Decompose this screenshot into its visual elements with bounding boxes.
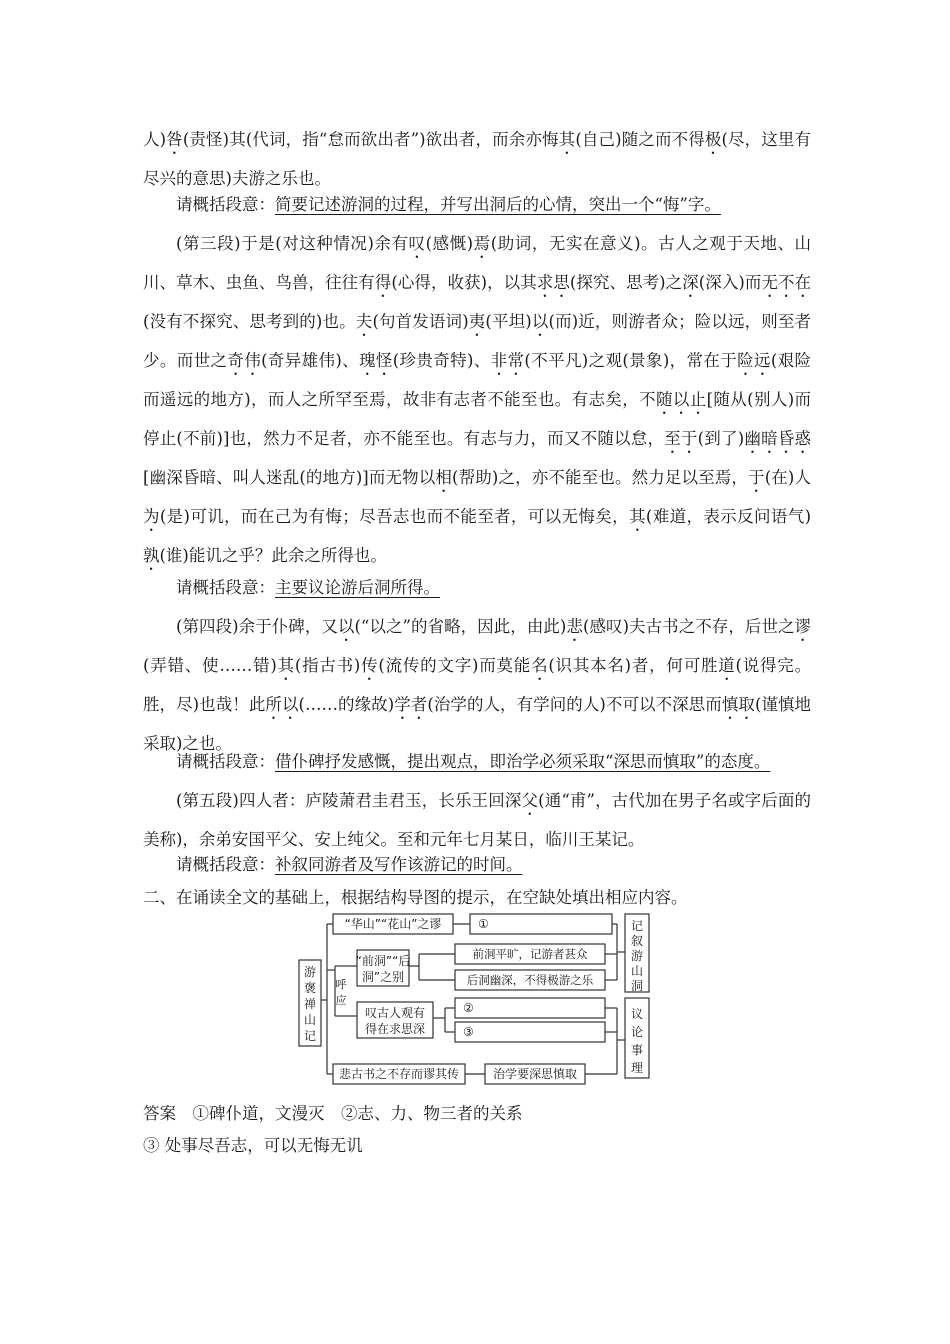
text-run: (自己)随之而不得 xyxy=(575,130,705,149)
summary-answer: 简要记述游洞的过程，并写出洞后的心情，突出一个“悔”字。 xyxy=(275,195,721,214)
text-run: (谁)能讥之乎？此余之所得也。 xyxy=(159,546,387,565)
text-run: (深入)而 xyxy=(698,273,762,292)
glossed-word: 学者 xyxy=(394,695,428,714)
text-run: (平坦) xyxy=(485,312,532,331)
text-run: (谨慎地采取)之也。 xyxy=(143,695,812,753)
glossed-word: 悲 xyxy=(566,617,583,636)
glossed-word: 咎 xyxy=(166,130,183,149)
text-run: (尽，这里有尽兴的意思)夫游之乐也。 xyxy=(143,130,812,188)
summary-label: 请概括段意： xyxy=(176,195,275,214)
text-run: (探究、思考)之 xyxy=(569,273,683,292)
glossed-word: 名 xyxy=(531,656,549,675)
structure-diagram xyxy=(295,910,660,1090)
glossed-word: 瑰怪 xyxy=(359,351,393,370)
text-run: (在)人 xyxy=(764,468,812,487)
text-run: (奇异雄伟)、 xyxy=(261,351,359,370)
summary-answer: 借仆碑抒发感慨，提出观点，即治学必须采取“深思而慎取”的态度。 xyxy=(275,752,771,771)
text-run: (感慨) xyxy=(425,234,474,253)
text-run: (说得完。胜，尽)也哉！此 xyxy=(143,656,812,714)
box-gurenguan-line1: 叹古人观有 xyxy=(364,1006,426,1020)
text-run: (没有不探究、思考到的)也。 xyxy=(143,312,356,331)
glossed-word: 于 xyxy=(748,468,765,487)
summary-4 xyxy=(176,742,770,781)
box-houdong: 后洞幽深，不得极游之乐 xyxy=(466,973,594,987)
glossed-word: 孰 xyxy=(143,546,160,565)
summary-3 xyxy=(176,568,440,607)
text-run: (流传的文字)而莫能 xyxy=(378,656,532,675)
glossed-word: 为 xyxy=(143,507,160,526)
text-run: (而)近，则游者众；险以远，则至者少。而世之 xyxy=(143,312,812,370)
question-2: 二、在诵读全文的基础上，根据结构导图的提示，在空缺处填出相应内容。 xyxy=(143,888,688,907)
text-run: (第三段)于是(对这种情况)余有 xyxy=(176,234,409,253)
blank-1: ① xyxy=(478,917,489,931)
glossed-word: 极 xyxy=(704,130,722,149)
hu-ying-char: 应 xyxy=(335,994,347,1007)
glossed-word: 奇伟 xyxy=(227,351,262,370)
diagram-title-char: 褒 xyxy=(303,981,317,995)
summary-label: 请概括段意： xyxy=(176,578,275,597)
glossed-word: 幽暗昏惑 xyxy=(744,429,812,448)
box-zhixue: 治学要深思慎取 xyxy=(492,1067,578,1081)
text-run: (心得，收获)，以其 xyxy=(391,273,537,292)
hu-ying-char: 呼 xyxy=(335,978,347,991)
text-run: 人) xyxy=(143,130,167,149)
glossed-word: 险远 xyxy=(737,351,771,370)
blank-2: ② xyxy=(463,1001,474,1015)
text-run: (难道，表示反问语气) xyxy=(645,507,812,526)
answer-line-1 xyxy=(143,1100,523,1128)
diagram-title-char: 记 xyxy=(303,1029,317,1043)
text-run: (是)可讥，而在己为有悔；尽吾志也而不能至者，可以无悔矣， xyxy=(159,507,630,526)
text-run: (“以之”的省略，因此，由此) xyxy=(354,617,567,636)
box-gurenguan-line2: 得在求思深 xyxy=(364,1022,426,1036)
right1-char: 叙 xyxy=(630,934,644,948)
glossed-word: 非常 xyxy=(490,351,525,370)
right2-char: 论 xyxy=(630,1025,644,1039)
right1-char: 记 xyxy=(630,919,644,933)
right1-char: 游 xyxy=(630,949,644,963)
glossed-word: 夷 xyxy=(468,312,486,331)
text-run: (帮助)之，亦不能至也。然力足以至焉， xyxy=(452,468,749,487)
glossed-word: 焉 xyxy=(473,234,491,253)
text-run: (到了) xyxy=(697,429,745,448)
glossed-word: 其 xyxy=(558,130,576,149)
diagram-title-char: 禅 xyxy=(303,997,317,1011)
right2-char: 议 xyxy=(630,1007,644,1021)
text-run: (……的缘故) xyxy=(298,695,395,714)
box-beigushu: 悲古书之不存而谬其传 xyxy=(338,1067,460,1081)
diagram-title-char: 山 xyxy=(303,1013,317,1027)
text-run: (句首发语词) xyxy=(372,312,469,331)
text-run: (助词，无实在意义)。古人之观于天地、山川、草木、虫鱼、鸟兽，往往有 xyxy=(143,234,812,292)
right1-char: 山 xyxy=(630,964,644,978)
glossed-word: 无不在 xyxy=(761,273,812,292)
paragraph-3 xyxy=(143,224,811,575)
glossed-word: 相 xyxy=(435,468,453,487)
blank-3: ③ xyxy=(463,1025,474,1039)
diagram-title-char: 游 xyxy=(303,965,317,979)
summary-answer: 补叙同游者及写作该游记的时间。 xyxy=(275,855,523,874)
text-run: (珍贵奇特)、 xyxy=(392,351,491,370)
answer-label: 答案 xyxy=(143,1104,176,1123)
text-run: (第五段)四人者：庐陵萧君圭君玉，长乐王回深 xyxy=(176,791,522,810)
glossed-word: 谬 xyxy=(794,617,812,636)
box-qiandong: 前洞平旷，记游者甚众 xyxy=(472,947,588,961)
right1-char: 洞 xyxy=(630,979,644,993)
glossed-word: 所以 xyxy=(265,695,299,714)
summary-5 xyxy=(176,845,523,884)
text-run: (指古书) xyxy=(294,656,361,675)
summary-label: 请概括段意： xyxy=(176,752,275,771)
glossed-word: 道 xyxy=(718,656,736,675)
text-run: (通“甫”，古代加在男子名或字后面的美称)，余弟安国平父、安上纯父。至和元年七月某日，临川王某记。 xyxy=(143,791,812,849)
answer-line-2: ③ 处事尽吾志，可以无悔无讥 xyxy=(143,1136,363,1155)
glossed-word: 夫 xyxy=(355,312,373,331)
box-huashan: “华山”“花山”之谬 xyxy=(344,917,442,931)
glossed-word: 至于 xyxy=(664,429,698,448)
summary-2 xyxy=(176,185,721,224)
answer-text-1: ①碑仆道，文漫灭 ②志、力、物三者的关系 xyxy=(192,1104,523,1123)
text-run: (感叹)夫古书之不存，后世之 xyxy=(582,617,795,636)
text-run: [幽深昏暗、叫人迷乱(的地方)]而无物以 xyxy=(143,468,436,487)
glossed-word: 随以止 xyxy=(655,390,707,409)
text-run: (弄错、使……错) xyxy=(143,656,277,675)
glossed-word: 深 xyxy=(682,273,699,292)
text-run: [随从(别人)而停止(不前)]也，然力不足者，亦不能至也。有志与力，而又不随以怠， xyxy=(143,390,812,448)
right2-char: 理 xyxy=(630,1061,644,1075)
box-qianhou-line1: “前洞”“后 xyxy=(355,954,411,968)
glossed-word: 得 xyxy=(374,273,392,292)
glossed-word: 叹 xyxy=(408,234,426,253)
summary-answer: 主要议论游后洞所得。 xyxy=(275,578,440,597)
box-qianhou-line2: 洞”之别 xyxy=(361,970,405,984)
glossed-word: 父 xyxy=(521,791,539,810)
glossed-word: 其 xyxy=(276,656,295,675)
glossed-word: 以 xyxy=(531,312,549,331)
glossed-word: 慎取 xyxy=(721,695,755,714)
text-run: (第四段)余于仆碑，又 xyxy=(176,617,338,636)
glossed-word: 传 xyxy=(360,656,379,675)
glossed-word: 求思 xyxy=(536,273,570,292)
text-run: (责怪)其(代词，指“怠而欲出者”)欲出者，而余亦悔 xyxy=(182,130,559,149)
summary-label: 请概括段意： xyxy=(176,855,275,874)
glossed-word: 以 xyxy=(337,617,355,636)
right2-char: 事 xyxy=(630,1043,644,1057)
text-run: (治学的人，有学问的人)不可以不深思而 xyxy=(427,695,722,714)
paragraph-4 xyxy=(143,607,811,763)
text-run: (艰险而遥远的地方)，而人之所罕至焉，故非有志者不能至也。有志矣，不 xyxy=(143,351,812,409)
glossed-word: 其 xyxy=(629,507,646,526)
text-run: (识其本名)者，何可胜 xyxy=(548,656,719,675)
text-run: (不平凡)之观(景象)，常在于 xyxy=(524,351,738,370)
